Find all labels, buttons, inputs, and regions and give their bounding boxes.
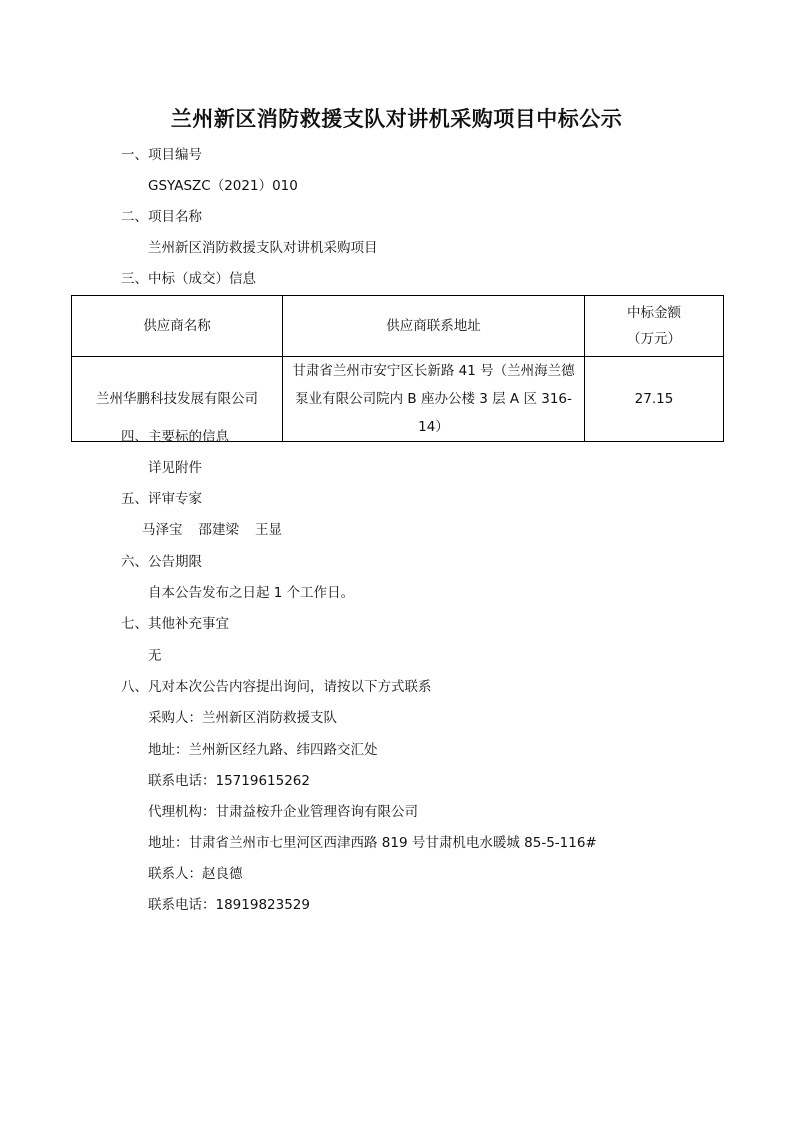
purchaser-address: 地址：兰州新区经九路、纬四路交汇处 [148, 742, 378, 758]
header-supplier-name: 供应商名称 [72, 296, 283, 357]
expert-name: 马泽宝 [142, 522, 183, 538]
header-award-amount-line2: （万元） [627, 331, 681, 347]
section-8-heading: 八、凡对本次公告内容提出询问，请按以下方式联系 [121, 679, 432, 695]
section-2-heading: 二、项目名称 [121, 209, 202, 225]
page-title: 兰州新区消防救援支队对讲机采购项目中标公示 [170, 107, 623, 131]
header-supplier-address: 供应商联系地址 [283, 296, 585, 357]
section-4-heading: 四、主要标的信息 [121, 429, 229, 445]
main-subject-info: 详见附件 [148, 460, 202, 476]
award-table [71, 295, 724, 442]
contact-phone: 联系电话：18919823529 [148, 897, 310, 913]
section-7-heading: 七、其他补充事宜 [121, 616, 229, 632]
cell-address-line2: 泵业有限公司院内 B 座办公楼 3 层 A 区 316-14） [295, 391, 572, 435]
cell-supplier-name: 兰州华鹏科技发展有限公司 [72, 357, 283, 442]
purchaser-phone: 联系电话：15719615262 [148, 773, 310, 789]
cell-award-amount: 27.15 [585, 357, 724, 442]
cell-supplier-address [283, 357, 585, 442]
cell-address-line1: 甘肃省兰州市安宁区长新路 41 号（兰州海兰德 [292, 363, 575, 379]
header-award-amount [585, 296, 724, 357]
contact-person: 联系人：赵良德 [148, 866, 243, 882]
purchaser: 采购人：兰州新区消防救援支队 [148, 710, 337, 726]
section-1-heading: 一、项目编号 [121, 147, 202, 163]
announcement-period: 自本公告发布之日起 1 个工作日。 [148, 585, 355, 601]
agency-address: 地址：甘肃省兰州市七里河区西津西路 819 号甘肃机电水暖城 85-5-116# [148, 835, 597, 851]
supplementary-matters: 无 [148, 648, 162, 664]
experts-list [142, 521, 282, 539]
section-5-heading: 五、评审专家 [121, 491, 202, 507]
project-number: GSYASZC（2021）010 [148, 178, 298, 194]
table-header-row [72, 296, 724, 357]
agency: 代理机构：甘肃益桉升企业管理咨询有限公司 [148, 804, 418, 820]
section-6-heading: 六、公告期限 [121, 554, 202, 570]
expert-name: 邵建梁 [198, 522, 239, 538]
expert-name: 王显 [255, 522, 282, 538]
project-name: 兰州新区消防救援支队对讲机采购项目 [148, 240, 378, 256]
section-3-heading: 三、中标（成交）信息 [121, 271, 256, 287]
header-award-amount-line1: 中标金额 [627, 305, 681, 321]
